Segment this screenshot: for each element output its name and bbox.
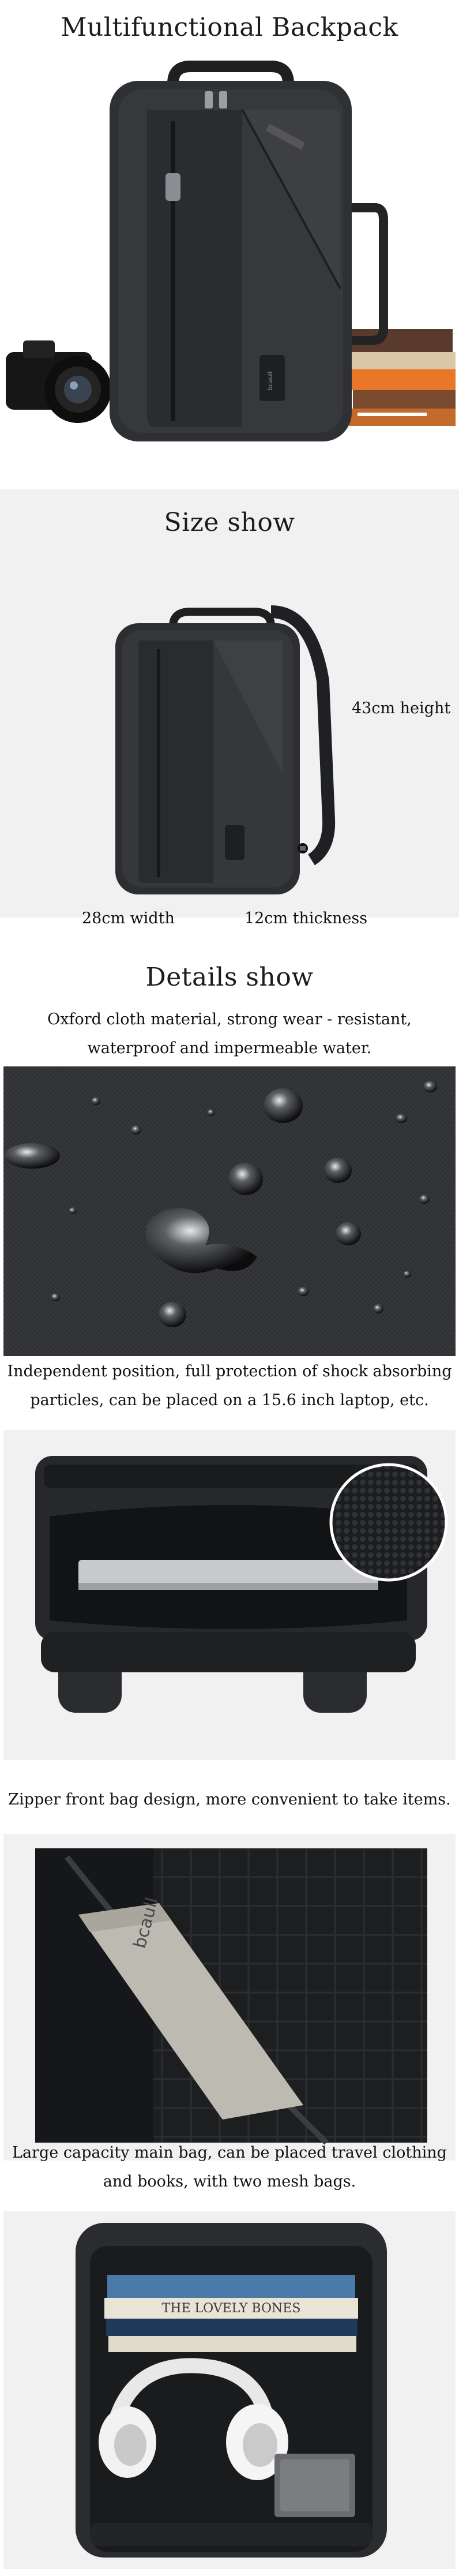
laptop-caption-line: particles, can be placed on a 15.6 inch laptop, etc. [30, 1391, 429, 1409]
waterproof-caption-line: waterproof and impermeable water. [87, 1039, 372, 1057]
zipper-caption-line: Zipper front bag design, more convenient to take items. [8, 1791, 451, 1809]
width-label: 28cm width [82, 909, 175, 927]
size-show-title: Size show [164, 508, 295, 537]
main-bag-image [3, 2211, 456, 2569]
capacity-caption [0, 2139, 459, 2196]
size-show-image [104, 600, 346, 900]
laptop-compartment-image [3, 1430, 456, 1760]
zipper-caption [0, 1785, 459, 1814]
capacity-caption-line: Large capacity main bag, can be placed travel clothing [12, 2144, 447, 2162]
hero-title: Multifunctional Backpack [61, 13, 398, 42]
details-show-title: Details show [145, 963, 314, 992]
bag-logo: bcaull [266, 371, 274, 391]
laptop-caption [0, 1357, 459, 1415]
books-inside [104, 2275, 358, 2352]
card-logo: bcaull [129, 1895, 163, 1951]
capacity-caption-line: and books, with two mesh bags. [103, 2173, 356, 2191]
hero-image [0, 58, 459, 456]
thickness-label: 12cm thickness [244, 909, 368, 927]
waterproof-fabric-image [3, 1066, 456, 1356]
waterproof-caption [0, 1005, 459, 1063]
height-label: 43cm height [352, 699, 451, 717]
shock-absorbing-zoom [331, 1465, 446, 1580]
camera [6, 340, 111, 423]
waterproof-caption-line: Oxford cloth material, strong wear - resistant, [47, 1010, 412, 1028]
zipper-pocket-image [3, 1834, 456, 2161]
laptop-caption-line: Independent position, full protection of shock absorbing [7, 1362, 452, 1380]
book-title: THE LOVELY BONES [161, 2301, 301, 2316]
